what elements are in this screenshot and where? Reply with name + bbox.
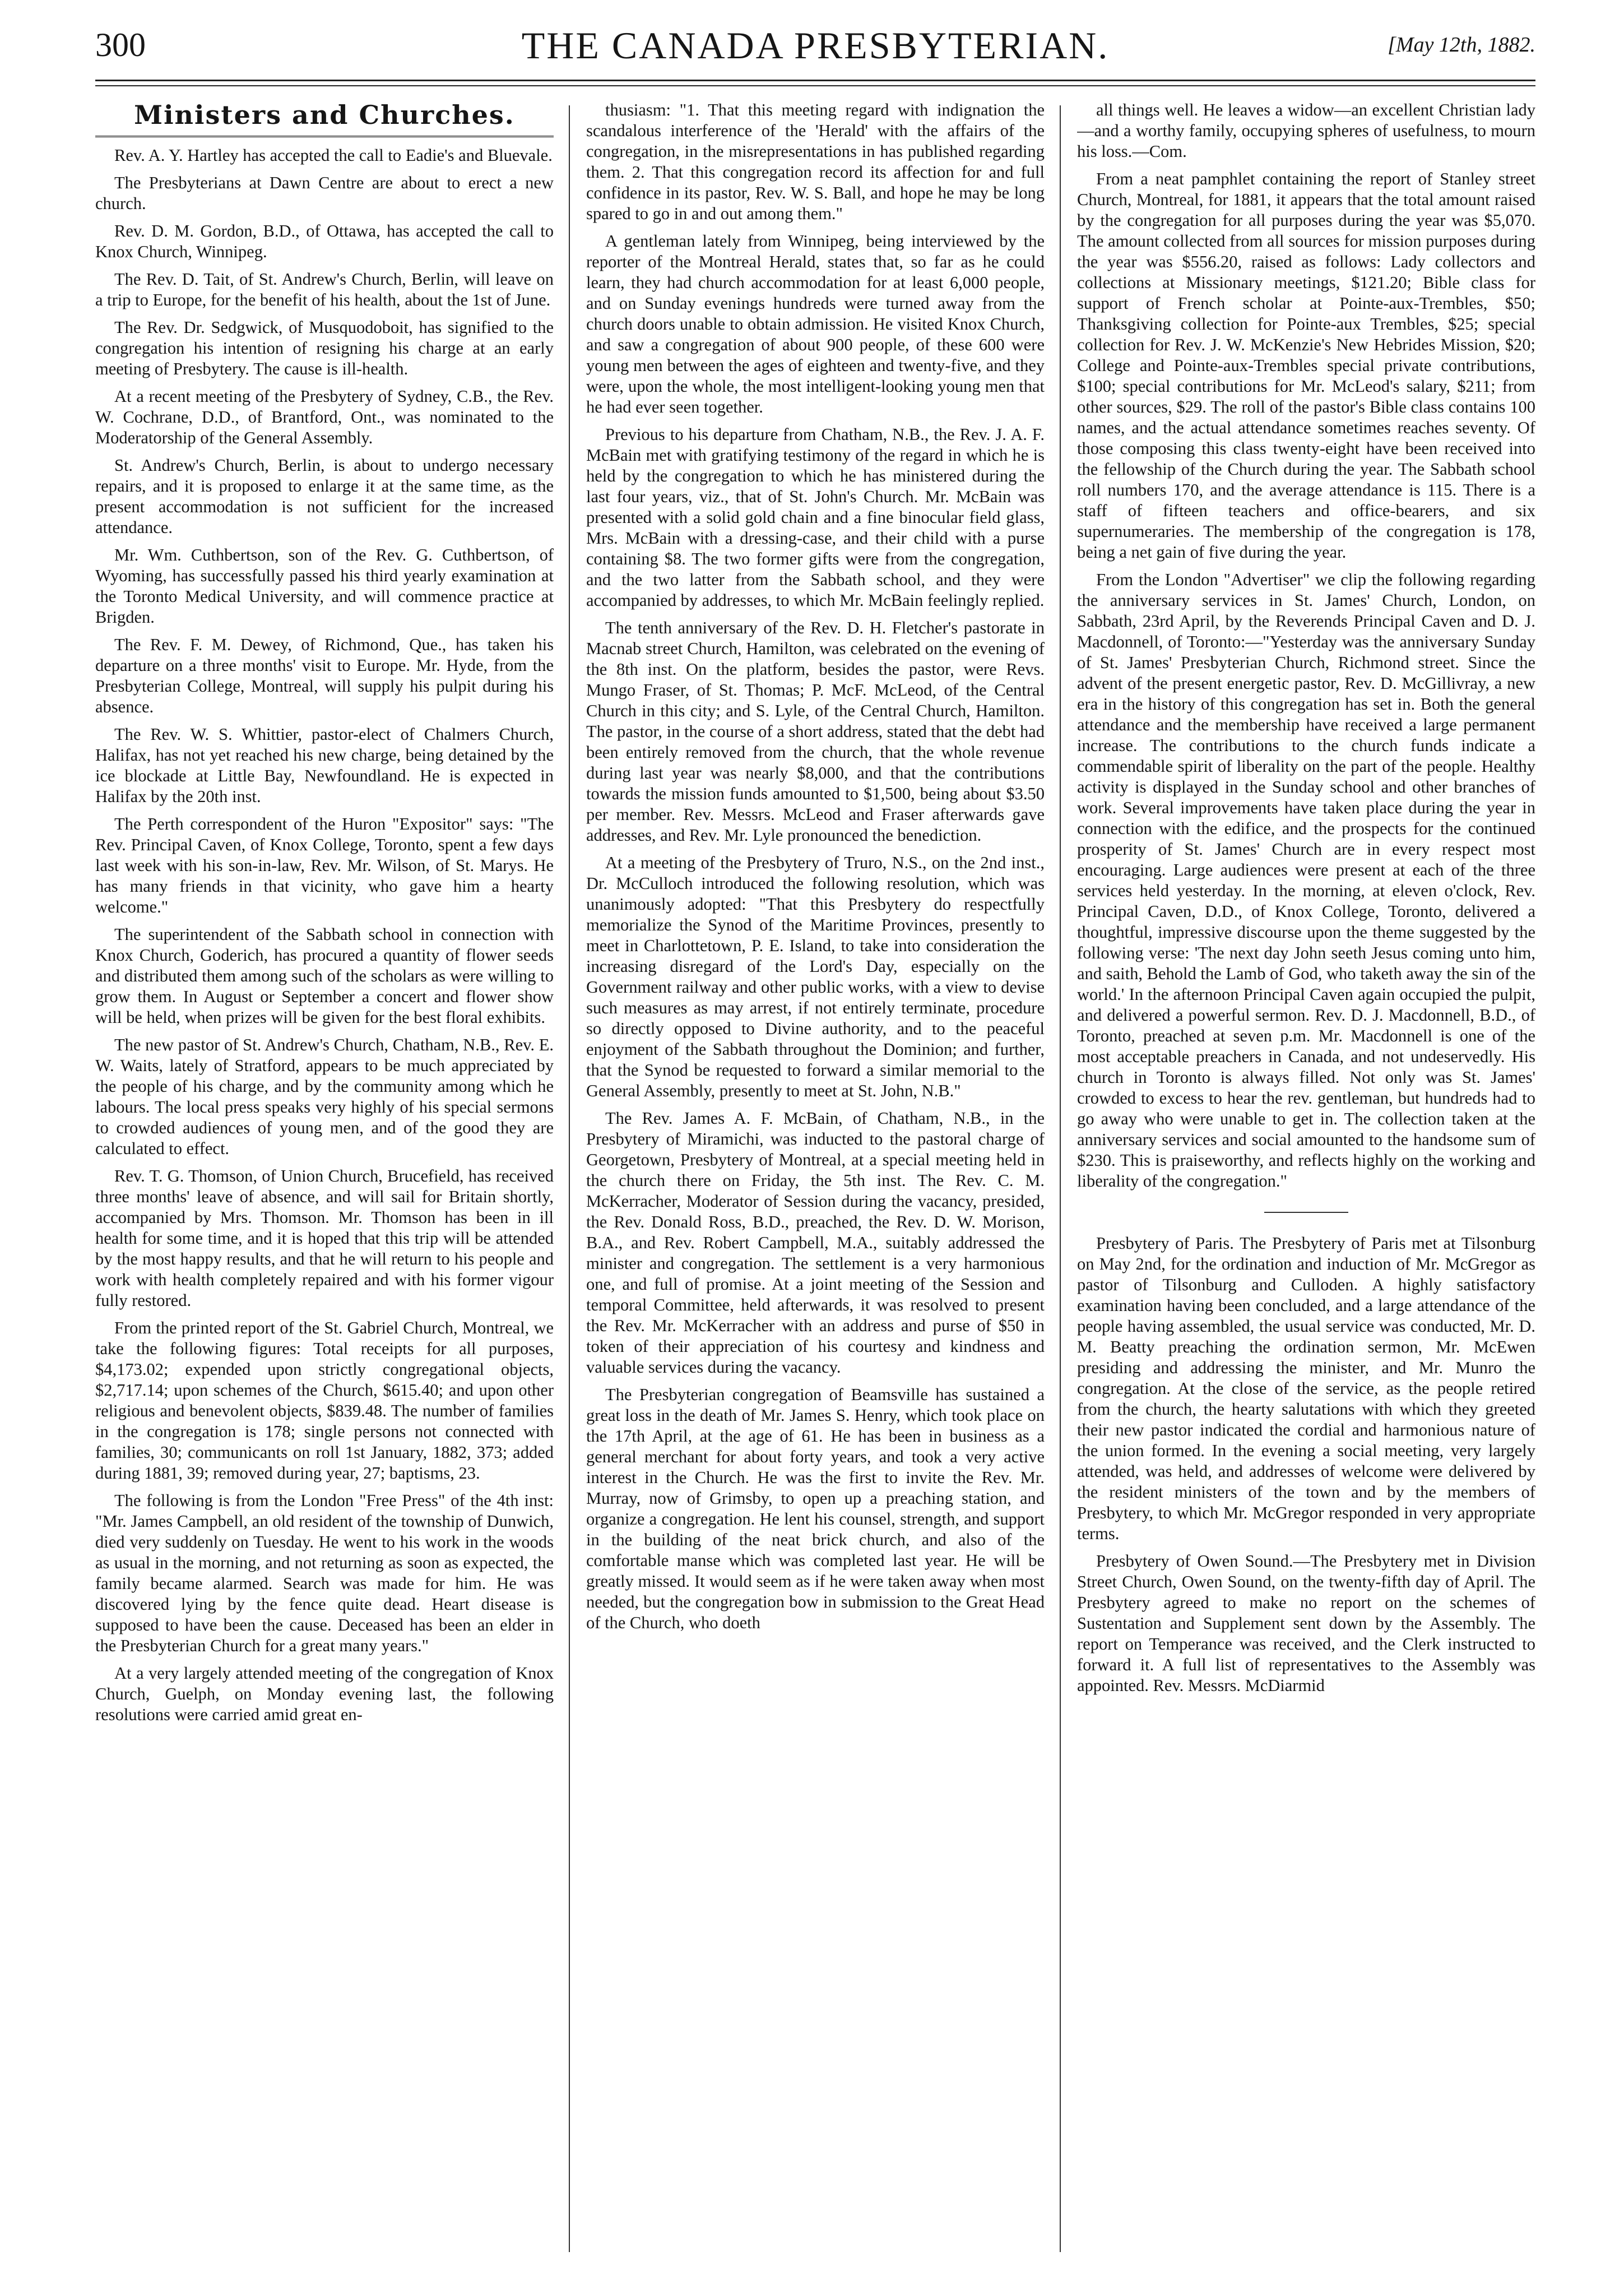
column-2: [586, 100, 1045, 2258]
news-item: The Rev. F. M. Dewey, of Richmond, Que., has taken his departure on a three months' visit to Europe. Mr. Hyde, from the Presbyterian College, Montreal, will supply his pulpit during his absence.: [95, 635, 554, 716]
column-3-text-top: [1077, 100, 1535, 1192]
news-item: St. Andrew's Church, Berlin, is about to undergo necessary repairs, and it is proposed to enlarge it at the same time, as the present accommodation is not sufficient for the increased attendance.: [95, 456, 554, 537]
news-item: Rev. A. Y. Hartley has accepted the call to Eadie's and Bluevale.: [114, 146, 553, 165]
news-item: Presbytery of Paris. The Presbytery of Paris met at Tilsonburg on May 2nd, for the ordination and induction of Mr. McGregor as pastor of Tilsonburg and Culloden. A highly satisfactory examination having been concluded, and a large attendance of the people having assembled, the usual service was conducted, Mr. D. M. Beatty preaching the ordination sermon, Mr. McEwen presiding and addressing the minister, and Mr. Munro the congregation. At the close of the service, as the people retired from the church, the hearty salutations with which they greeted their new pastor indicated the cordial and harmonious nature of the union formed. In the evening a social meeting, very largely attended, was held, and addresses of welcome were delivered by the resident ministers of the town and by the members of Presbytery, to which Mr. McGregor responded in very appropriate terms.: [1077, 1234, 1535, 1543]
news-item: The Rev. D. Tait, of St. Andrew's Church, Berlin, will leave on a trip to Europe, for the benefit of his health, about the 1st of June.: [95, 270, 554, 309]
news-item: At a recent meeting of the Presbytery of Sydney, C.B., the Rev. W. Cochrane, D.D., of Brantford, Ont., was nominated to the Moderatorship of the General Assembly.: [95, 387, 554, 447]
news-item: At a meeting of the Presbytery of Truro, N.S., on the 2nd inst., Dr. McCulloch introduced the following resolution, which was unanimously adopted: "That this Presbytery do respectfully memorialize the Synod of the Maritime Provinces, presently to meet in Charlottetown, P. E. Island, to take into consideration the increasing disregard of the Lord's Day, especially on the Government railway and other public works, with a view to devise such measures as may arrest, if not entirely terminate, procedure so directly opposed to Divine authority, and to the peaceful enjoyment of the Sabbath throughout the Dominion; and further, that the Synod be requested to forward a similar memorial to the General Assembly, presently to meet at St. John, N.B.": [586, 853, 1045, 1100]
news-item: Mr. Wm. Cuthbertson, son of the Rev. G. Cuthbertson, of Wyoming, has successfully passed his third yearly examination at the Toronto Medical University, and will commence practice at Brigden.: [95, 545, 554, 627]
news-item: The Rev. James A. F. McBain, of Chatham, N.B., in the Presbytery of Miramichi, was inducted to the pastoral charge of Georgetown, Presbytery of Montreal, at a special meeting held in the church there on Friday, the 5th inst. The Rev. C. M. McKerracher, Moderator of Session during the vacancy, presided, the Rev. Donald Ross, B.D., preached, the Rev. D. W. Morison, B.A., and Rev. Robert Campbell, M.A., suitably addressed the minister and congregation. The settlement is a very harmonious one, and full of promise. At a joint meeting of the Session and temporal Committee, held afterwards, it was resolved to present the Rev. Mr. McKerracher with an address and purse of $50 in token of their appreciation of his courtesy and kindness and valuable services during the vacancy.: [586, 1109, 1045, 1377]
section-title: Ministers and Churches.: [95, 100, 554, 137]
news-item: The Presbyterians at Dawn Centre are about to erect a new church.: [95, 173, 554, 213]
news-item: Rev. D. M. Gordon, B.D., of Ottawa, has accepted the call to Knox Church, Winnipeg.: [95, 221, 554, 261]
news-item: The new pastor of St. Andrew's Church, Chatham, N.B., Rev. E. W. Waits, lately of Stratford, appears to be much appreciated by the people of his charge, and by the community among which he labours. The local press speaks very highly of his special sermons to crowded audiences of young men, and of the good they are calculated to effect.: [95, 1035, 554, 1158]
column-1-text: [95, 145, 554, 1725]
news-item: The tenth anniversary of the Rev. D. H. Fletcher's pastorate in Macnab street Church, Hamilton, was celebrated on the evening of the 8th inst. On the platform, besides the pastor, were Revs. Mungo Fraser, of St. Thomas; P. McF. McLeod, of the Central Church in this city; and S. Lyle, of the Central Church, Hamilton. The pastor, in the course of a short address, stated that the debt had been entirely removed from the church, that the whole revenue during last year was nearly $8,000, and that the contributions towards the mission funds amounted to $1,500, being about $3.50 per member. Rev. Messrs. McLeod and Fraser afterwards gave addresses, and Rev. Mr. Lyle pronounced the benediction.: [586, 618, 1045, 845]
news-item: A gentleman lately from Winnipeg, being interviewed by the reporter of the Montreal Herald, states that, so far as he could learn, they had church accommodation for at least 6,000 people, and on Sunday evenings hundreds were turned away from the church doors unable to obtain admission. He visited Knox Church, and saw a congregation of about 900 people, of these 600 were young men between the ages of eighteen and twenty-five, and they were, upon the whole, the most intelligent-looking young men that he had ever seen together.: [586, 231, 1045, 416]
news-item: The Rev. W. S. Whittier, pastor-elect of Chalmers Church, Halifax, has not yet reached his new charge, being detained by the ice blockade at Little Bay, Newfoundland. He is expected in Halifax by the 20th inst.: [95, 725, 554, 806]
column-3-text-bottom: [1077, 1233, 1535, 1696]
masthead-title: THE CANADA PRESBYTERIAN.: [521, 24, 1110, 67]
news-item: The Rev. Dr. Sedgwick, of Musquodoboit, has signified to the congregation his intention of resigning his charge at an early meeting of Presbytery. The cause is ill-health.: [95, 318, 554, 378]
page-number: 300: [95, 26, 146, 63]
newspaper-page: [95, 21, 1535, 2258]
news-item: From a neat pamphlet containing the report of Stanley street Church, Montreal, for 1881, it appears that the total amount raised by the congregation for all purposes during the year was $5,070. The amount collected from all sources for mission purposes during the year was $556.20, raised as follows: Lady collectors and collections at Missionary meetings, $121.20; Bible class for support of French scholar at Pointe-aux-Trembles, $50; Thanksgiving collection for Pointe-aux Trembles, $25; special collection for Rev. J. W. McKenzie's New Hebrides Mission, $20; College and Pointe-aux-Trembles special private contributions, $100; special contributions for Mr. McLeod's salary, $211; from other sources, $29. The roll of the pastor's Bible class contains 100 names, and the actual attendance sometimes reaches seventy. Of those composing this class twenty-eight have been received into the fellowship of the Church during the year. The Sabbath school roll numbers 170, and the average attendance is 115. There is a staff of fifteen teachers and office-bearers, and six supernumeraries. The membership of the congregation is 178, being a net gain of five during the year.: [1077, 169, 1535, 562]
news-item: The Presbyterian congregation of Beamsville has sustained a great loss in the death of Mr. James S. Henry, which took place on the 17th April, at the age of 61. He has been in business as a general merchant for about forty years, and took a very active interest in the Church. He was the first to invite the Rev. Mr. Murray, now of Grimsby, to open up a preaching station, and organize a congregation. He lent his counsel, strength, and support in the building of the neat brick church, and also of the comfortable manse which was completed last year. He will be greatly missed. It would seem as if he were taken away when most needed, but the congregation bow in submission to the Great Head of the Church, who doeth: [586, 1385, 1045, 1632]
news-item: thusiasm: "1. That this meeting regard with indignation the scandalous interference of the 'Herald' with the affairs of the congregation, in the misrepresentations in has published regarding them. 2. That this congregation record its affection for and full confidence in its pastor, Rev. W. S. Ball, and hope he may be long spared to go in and out among them.": [586, 100, 1045, 223]
column-3: [1077, 100, 1535, 2258]
article-separator: [1264, 1212, 1348, 1213]
news-item: The following is from the London "Free Press" of the 4th inst: "Mr. James Campbell, an old resident of the township of Dunwich, died very suddenly on Tuesday. He went to his work in the woods as usual in the morning, and not returning as soon as expected, the family became alarmed. Search was made for him. He was discovered lying by the fence quite dead. Heart disease is supposed to have been the cause. Deceased has been an elder in the Presbyterian Church for a great many years.": [95, 1491, 554, 1655]
news-item: From the London "Advertiser" we clip the following regarding the anniversary services in St. James' Church, London, on Sabbath, 23rd April, by the Reverends Principal Caven and D. J. Macdonnell, of Toronto:—"Yesterday was the anniversary Sunday of St. James' Presbyterian Church, Richmond street. Since the advent of the present energetic pastor, Rev. D. McGillivray, a new era in the history of this congregation has set in. Both the general attendance and the membership have received a large permanent increase. The contributions to the church funds indicate a commendable spirit of liberality on the part of the people. Healthy activity is displayed in the Sunday school and other branches of work. Several improvements have taken place during the year in connection with the edifice, and the prospects for the continued prosperity of St. James' Church are in every respect most encouraging. Large audiences were present at each of the three services held yesterday. In the morning, at eleven o'clock, Rev. Principal Caven, D.D., of Knox College, Toronto, delivered a thoughtful, impressive discourse upon the theme suggested by the following verse: 'The next day John seeth Jesus coming unto him, and saith, Behold the Lamb of God, who taketh away the sin of the world.' In the afternoon Principal Caven again occupied the pulpit, and delivered a powerful sermon. Rev. D. J. Macdonnell, B.D., of Toronto, preached at seven p.m. Mr. Macdonnell is one of the most acceptable preachers in Canada, and not undeservedly. His church in Toronto is always filled. Not only was St. James' crowded to excess to hear the rev. gentleman, but hundreds had to go away who were unable to get in. The collection taken at the anniversary services and social amounted to the handsome sum of $230. This is praiseworthy, and reflects highly on the working and liberality of the congregation.": [1077, 570, 1535, 1190]
news-item: From the printed report of the St. Gabriel Church, Montreal, we take the following figures: Total receipts for all purposes, $4,173.02; expended upon strictly congregational objects, $2,717.14; upon schemes of the Church, $615.40; and upon other religious and benevolent objects, $839.48. The number of families in the congregation is 178; single persons not connected with families, 30; communicants on roll 1st January, 1882, 373; added during 1881, 39; removed during year, 27; baptisms, 23.: [95, 1318, 554, 1483]
news-item: all things well. He leaves a widow—an excellent Christian lady—and a worthy family, occupying spheres of usefulness, to mourn his loss.—Com.: [1077, 100, 1535, 161]
article-columns: [95, 100, 1535, 2258]
column-divider: [569, 105, 570, 2252]
column-1: [95, 100, 554, 2258]
column-divider: [1060, 105, 1061, 2252]
page-header: [95, 21, 1535, 83]
news-item: Previous to his departure from Chatham, N.B., the Rev. J. A. F. McBain met with gratifying testimony of the regard in which he is held by the congregation to which he has ministered during the last four years, viz., that of St. John's Church. Mr. McBain was presented with a solid gold chain and a fine binocular field glass, Mrs. McBain with a dressing-case, and their child with a purse containing $8. The two former gifts were from the congregation, and the two latter from the Sabbath school, and they were accompanied by addresses, to which Mr. McBain feelingly replied.: [586, 425, 1045, 610]
news-item: Presbytery of Owen Sound.—The Presbytery met in Division Street Church, Owen Sound, on the twenty-fifth day of April. The Presbytery agreed to make no report on the schemes of Sustentation and Supplement sent down by the Assembly. The report on Temperance was received, and the Clerk instructed to forward it. A full list of representatives to the Assembly was appointed. Rev. Messrs. McDiarmid: [1077, 1551, 1535, 1695]
news-item: At a very largely attended meeting of the congregation of Knox Church, Guelph, on Monday evening last, the following resolutions were carried amid great en-: [95, 1664, 554, 1724]
news-item: Rev. T. G. Thomson, of Union Church, Brucefield, has received three months' leave of absence, and will sail for Britain shortly, accompanied by Mrs. Thomson. Mr. Thomson has been in ill health for some time, and it is hoped that this trip will be attended by the most happy results, and that he will return to his people and work with health completely repaired and with his former vigour fully restored.: [95, 1166, 554, 1310]
column-2-text: [586, 100, 1045, 1633]
issue-date: [May 12th, 1882.: [1388, 33, 1535, 57]
header-rule-thin: [95, 85, 1535, 86]
news-item: The Perth correspondent of the Huron "Expositor" says: "The Rev. Principal Caven, of Knox College, Toronto, spent a few days last week with his son-in-law, Rev. Mr. Wilson, of St. Marys. He has many friends in that vicinity, who gave him a hearty welcome.": [95, 814, 554, 916]
header-rule: [95, 80, 1535, 81]
news-item: The superintendent of the Sabbath school in connection with Knox Church, Goderich, has procured a quantity of flower seeds and distributed them among such of the scholars as were willing to grow them. In August or September a concert and flower show will be held, when prizes will be given for the best floral exhibits.: [95, 925, 554, 1027]
